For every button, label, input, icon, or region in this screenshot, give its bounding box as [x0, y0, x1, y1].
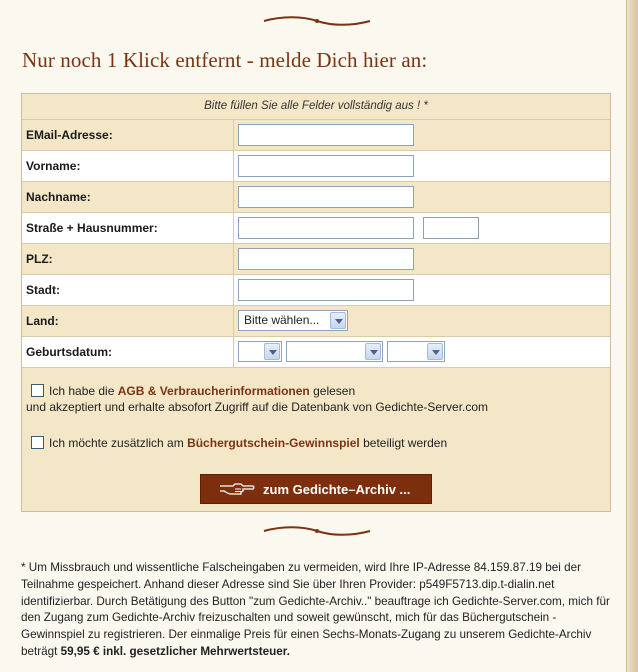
- ornament-divider-bottom: [262, 525, 372, 537]
- land-select-value: Bitte wählen...: [244, 313, 320, 327]
- row-plz: [22, 244, 610, 275]
- email-input[interactable]: [238, 124, 414, 146]
- strasse-input[interactable]: [238, 217, 414, 239]
- page-right-edge: [626, 0, 638, 672]
- land-label: Land:: [22, 306, 234, 336]
- birth-month-select[interactable]: [286, 341, 383, 362]
- nachname-input[interactable]: [238, 186, 414, 208]
- strasse-label: Straße + Hausnummer:: [22, 213, 234, 243]
- geburtsdatum-label: Geburtsdatum:: [22, 337, 234, 367]
- form-notice: Bitte füllen Sie alle Felder vollständig aus ! *: [22, 94, 610, 120]
- agb-consent-text-line2: und akzeptiert und erhalte absofort Zugriff auf die Datenbank von Gedichte-Server.com: [26, 400, 489, 414]
- nachname-label: Nachname:: [22, 182, 234, 212]
- gewinnspiel-consent-text: Ich möchte zusätzlich am Büchergutschein-Gewinnspiel beteiligt werden: [49, 436, 448, 450]
- registration-form: [21, 93, 611, 512]
- chevron-down-icon: [264, 343, 280, 360]
- footnote-text: * Um Missbrauch und wissentliche Falscheingaben zu vermeiden, wird Ihre IP-Adresse 84.159.87.19 bei der Teilnahme gespeichert. Anhand dieser Adresse sind Sie über Ihren Provider: p549F5713.dip.t-dialin.net identifizierbar. Durch Betätigung des Button "zum Gedichte-Archiv.." beauftrage ich Gedichte-Server.com, mich für den Zugang zum Gedichte-Archiv freizuschalten und soweit gewünscht, mich für das Büchergutschein - Gewinnspiel zu registrieren. Der einmalige Preis für einen Sechs-Monats-Zugang zu unserem Gedichte-Archiv beträgt: [21, 561, 610, 658]
- pointing-hand-icon: [219, 481, 255, 497]
- page-title: Nur noch 1 Klick entfernt - melde Dich hier an:: [22, 48, 428, 72]
- row-vorname: [22, 151, 610, 182]
- row-land: [22, 306, 610, 337]
- vorname-input[interactable]: [238, 155, 414, 177]
- plz-label: PLZ:: [22, 244, 234, 274]
- chevron-down-icon: [427, 343, 443, 360]
- row-strasse: [22, 213, 610, 244]
- land-select[interactable]: [238, 310, 348, 331]
- row-geburtsdatum: [22, 337, 610, 368]
- gewinnspiel-checkbox[interactable]: [31, 436, 44, 449]
- legal-footnote: [21, 560, 617, 661]
- hausnummer-input[interactable]: [423, 217, 479, 239]
- vorname-label: Vorname:: [22, 151, 234, 181]
- plz-input[interactable]: [238, 248, 414, 270]
- birth-day-select[interactable]: [238, 341, 282, 362]
- submit-button-label: zum Gedichte–Archiv ...: [263, 481, 411, 497]
- gewinnspiel-link[interactable]: Büchergutschein-Gewinnspiel: [187, 436, 360, 450]
- submit-button[interactable]: [200, 474, 432, 504]
- row-nachname: [22, 182, 610, 213]
- stadt-input[interactable]: [238, 279, 414, 301]
- agb-checkbox[interactable]: [31, 384, 44, 397]
- chevron-down-icon: [365, 343, 381, 360]
- agb-link[interactable]: AGB & Verbraucherinformationen: [117, 384, 310, 398]
- agb-consent-text: Ich habe die AGB & Verbraucherinformationen gelesen: [49, 384, 356, 398]
- price-text: 59,95 € inkl. gesetzlicher Mehrwertsteuer.: [60, 644, 290, 658]
- chevron-down-icon: [330, 312, 346, 329]
- ornament-divider-top: [262, 15, 372, 27]
- stadt-label: Stadt:: [22, 275, 234, 305]
- row-stadt: [22, 275, 610, 306]
- email-label: EMail-Adresse:: [22, 120, 234, 150]
- row-email: [22, 120, 610, 151]
- birth-year-select[interactable]: [387, 341, 445, 362]
